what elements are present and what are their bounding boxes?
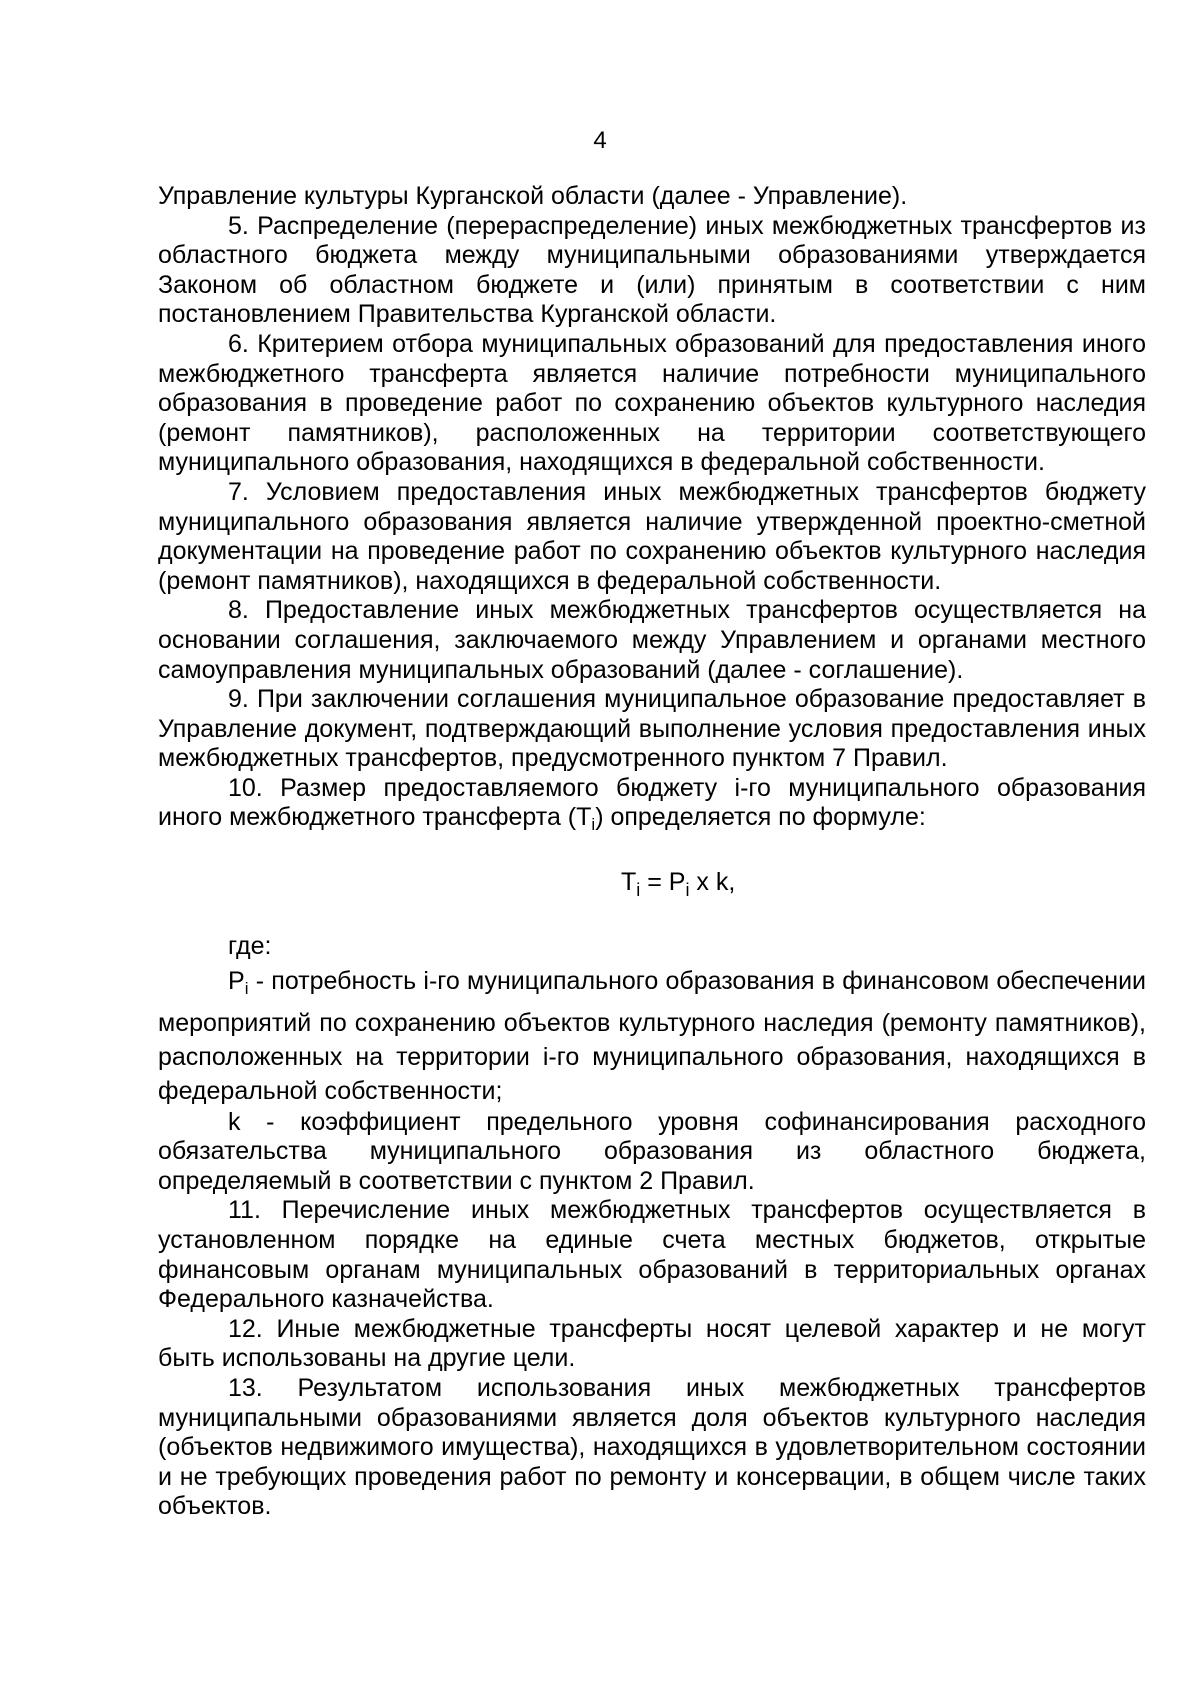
definition-p-symbol: P [228,966,245,995]
paragraph-intro: Управление культуры Курганской области (далее - Управление). [158,182,908,210]
paragraph-11: 11. Перечисление иных межбюджетных трансфертов осуществляется в установленном порядке на единые счета местных бюджетов, открытые финансовым органам муниципальных образований в территориальных органах Федерального казначейства. [158,1196,1146,1314]
formula-t-subscript: i [636,880,641,901]
formula-p-subscript: i [685,880,690,901]
paragraph-13: 13. Результатом использования иных межбюджетных трансфертов муниципальными образованиями является доля объектов культурного наследия (объектов недвижимого имущества), находящихся в удовлетворительном состоянии и не требующих проведения работ по ремонту и консервации, в общем числе таких объектов. [158,1374,1146,1521]
formula-rest: x k, [689,868,736,897]
paragraph-10-subscript: i [591,815,596,835]
paragraph-8: 8. Предоставление иных межбюджетных трансфертов осуществляется на основании соглашения, заключаемого между Управлением и органами местного самоуправления муниципальных образований (далее - соглашение). [158,596,1146,684]
page-number: 4 [593,127,607,154]
definition-k: k - коэффициент предельного уровня софинансирования расходного обязательства муниципального образования из областного бюджета, определяемый в соответствии с пунктом 2 Правил. [158,1107,1146,1195]
definition-p-text: - потребность i-го муниципального образования в финансовом обеспечении мероприятий по сохранению объектов культурного наследия (ремонту памятников), расположенных на территории i-го муниципального образования, находящихся в федеральной собственности; [158,966,1146,1105]
paragraph-5: 5. Распределение (перераспределение) иных межбюджетных трансфертов из областного бюджета между муниципальными образованиями утверждается Законом об областном бюджете и (или) принятым в соответствии с ним постановлением Правительства Курганской области. [158,211,1146,329]
paragraph-10 [158,774,1146,840]
formula-t: T [621,868,637,897]
paragraph-12: 12. Иные межбюджетные трансферты носят целевой характер и не могут быть использованы на другие цели. [158,1314,1146,1373]
document-body [158,182,1146,1522]
where-label: где: [228,932,272,961]
formula-block [158,840,1146,924]
paragraph-9: 9. При заключении соглашения муниципальное образование предоставляет в Управление документ, подтверждающий выполнение условия предоставления иных межбюджетных трансфертов, предусмотренного пунктом 7 Правил. [158,685,1146,773]
paragraph-10-text-a: 10. Размер предоставляемого бюджету i-го муниципального образования иного межбюджетного трансферта (T [158,773,1146,832]
paragraph-7: 7. Условием предоставления иных межбюджетных трансфертов бюджету муниципального образования является наличие утвержденной проектно-сметной документации на проведение работ по сохранению объектов культурного наследия (ремонт памятников), находящихся в федеральной собственности. [158,477,1146,595]
formula [621,868,735,906]
definition-p [158,964,1146,1108]
formula-equals-p: = P [640,868,686,897]
paragraph-6: 6. Критерием отбора муниципальных образований для предоставления иного межбюджетного трансферта является наличие потребности муниципального образования в проведение работ по сохранению объектов культурного наследия (ремонт памятников), расположенных на территории соответствующего муниципального образования, находящихся в федеральной собственности. [158,329,1146,477]
definition-p-subscript: i [244,978,249,998]
paragraph-10-text-b: ) определяется по формуле: [595,803,926,832]
